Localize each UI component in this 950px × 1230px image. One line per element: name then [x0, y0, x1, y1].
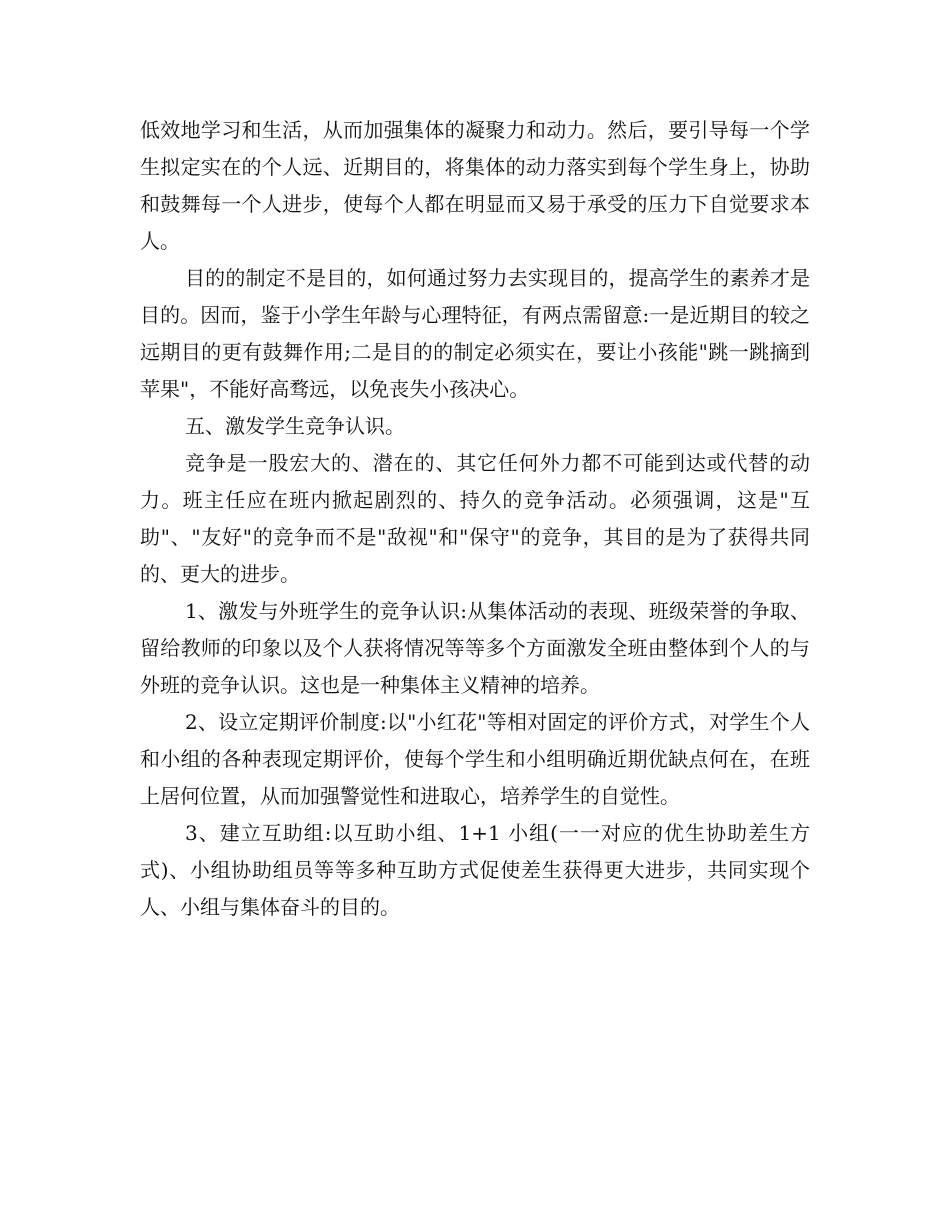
paragraph-2: 目的的制定不是目的，如何通过努力去实现目的，提高学生的素养才是目的。因而，鉴于小学生年龄与心理特征，有两点需留意:一是近期目的较之远期目的更有鼓舞作用;二是目的的制定必须实在，要让小孩能"跳一跳摘到苹果"，不能好高骛远，以免丧失小孩决心。	[140, 266, 810, 401]
list-item-2: 2、设立定期评价制度:以"小红花"等相对固定的评价方式，对学生个人和小组的各种表现定期评价，使每个学生和小组明确近期优缺点何在，在班上居何位置，从而加强警觉性和进取心，培养学生的自觉性。	[140, 710, 810, 808]
list-item-3: 3、建立互助组:以互助小组、1+1 小组(一一对应的优生协助差生方式)、小组协助组员等等多种互助方式促使差生获得更大进步，共同实现个人、小组与集体奋斗的目的。	[140, 821, 810, 919]
list-item-1: 1、激发与外班学生的竞争认识:从集体活动的表现、班级荣誉的争取、留给教师的印象以及个人获将情况等等多个方面激发全班由整体到个人的与外班的竞争认识。这也是一种集体主义精神的培养。	[140, 599, 810, 697]
document-page	[140, 112, 810, 926]
paragraph-1: 低效地学习和生活，从而加强集体的凝聚力和动力。然后，要引导每一个学生拟定实在的个人远、近期目的，将集体的动力落实到每个学生身上，协助和鼓舞每一个人进步，使每个人都在明显而又易于承受的压力下自觉要求本人。	[140, 118, 810, 253]
paragraph-3: 竞争是一股宏大的、潜在的、其它任何外力都不可能到达或代替的动力。班主任应在班内掀起剧烈的、持久的竞争活动。必须强调，这是"互助"、"友好"的竞争而不是"敌视"和"保守"的竞争，其目的是为了获得共同的、更大的进步。	[140, 451, 810, 586]
section-heading: 五、激发学生竞争认识。	[185, 414, 405, 438]
